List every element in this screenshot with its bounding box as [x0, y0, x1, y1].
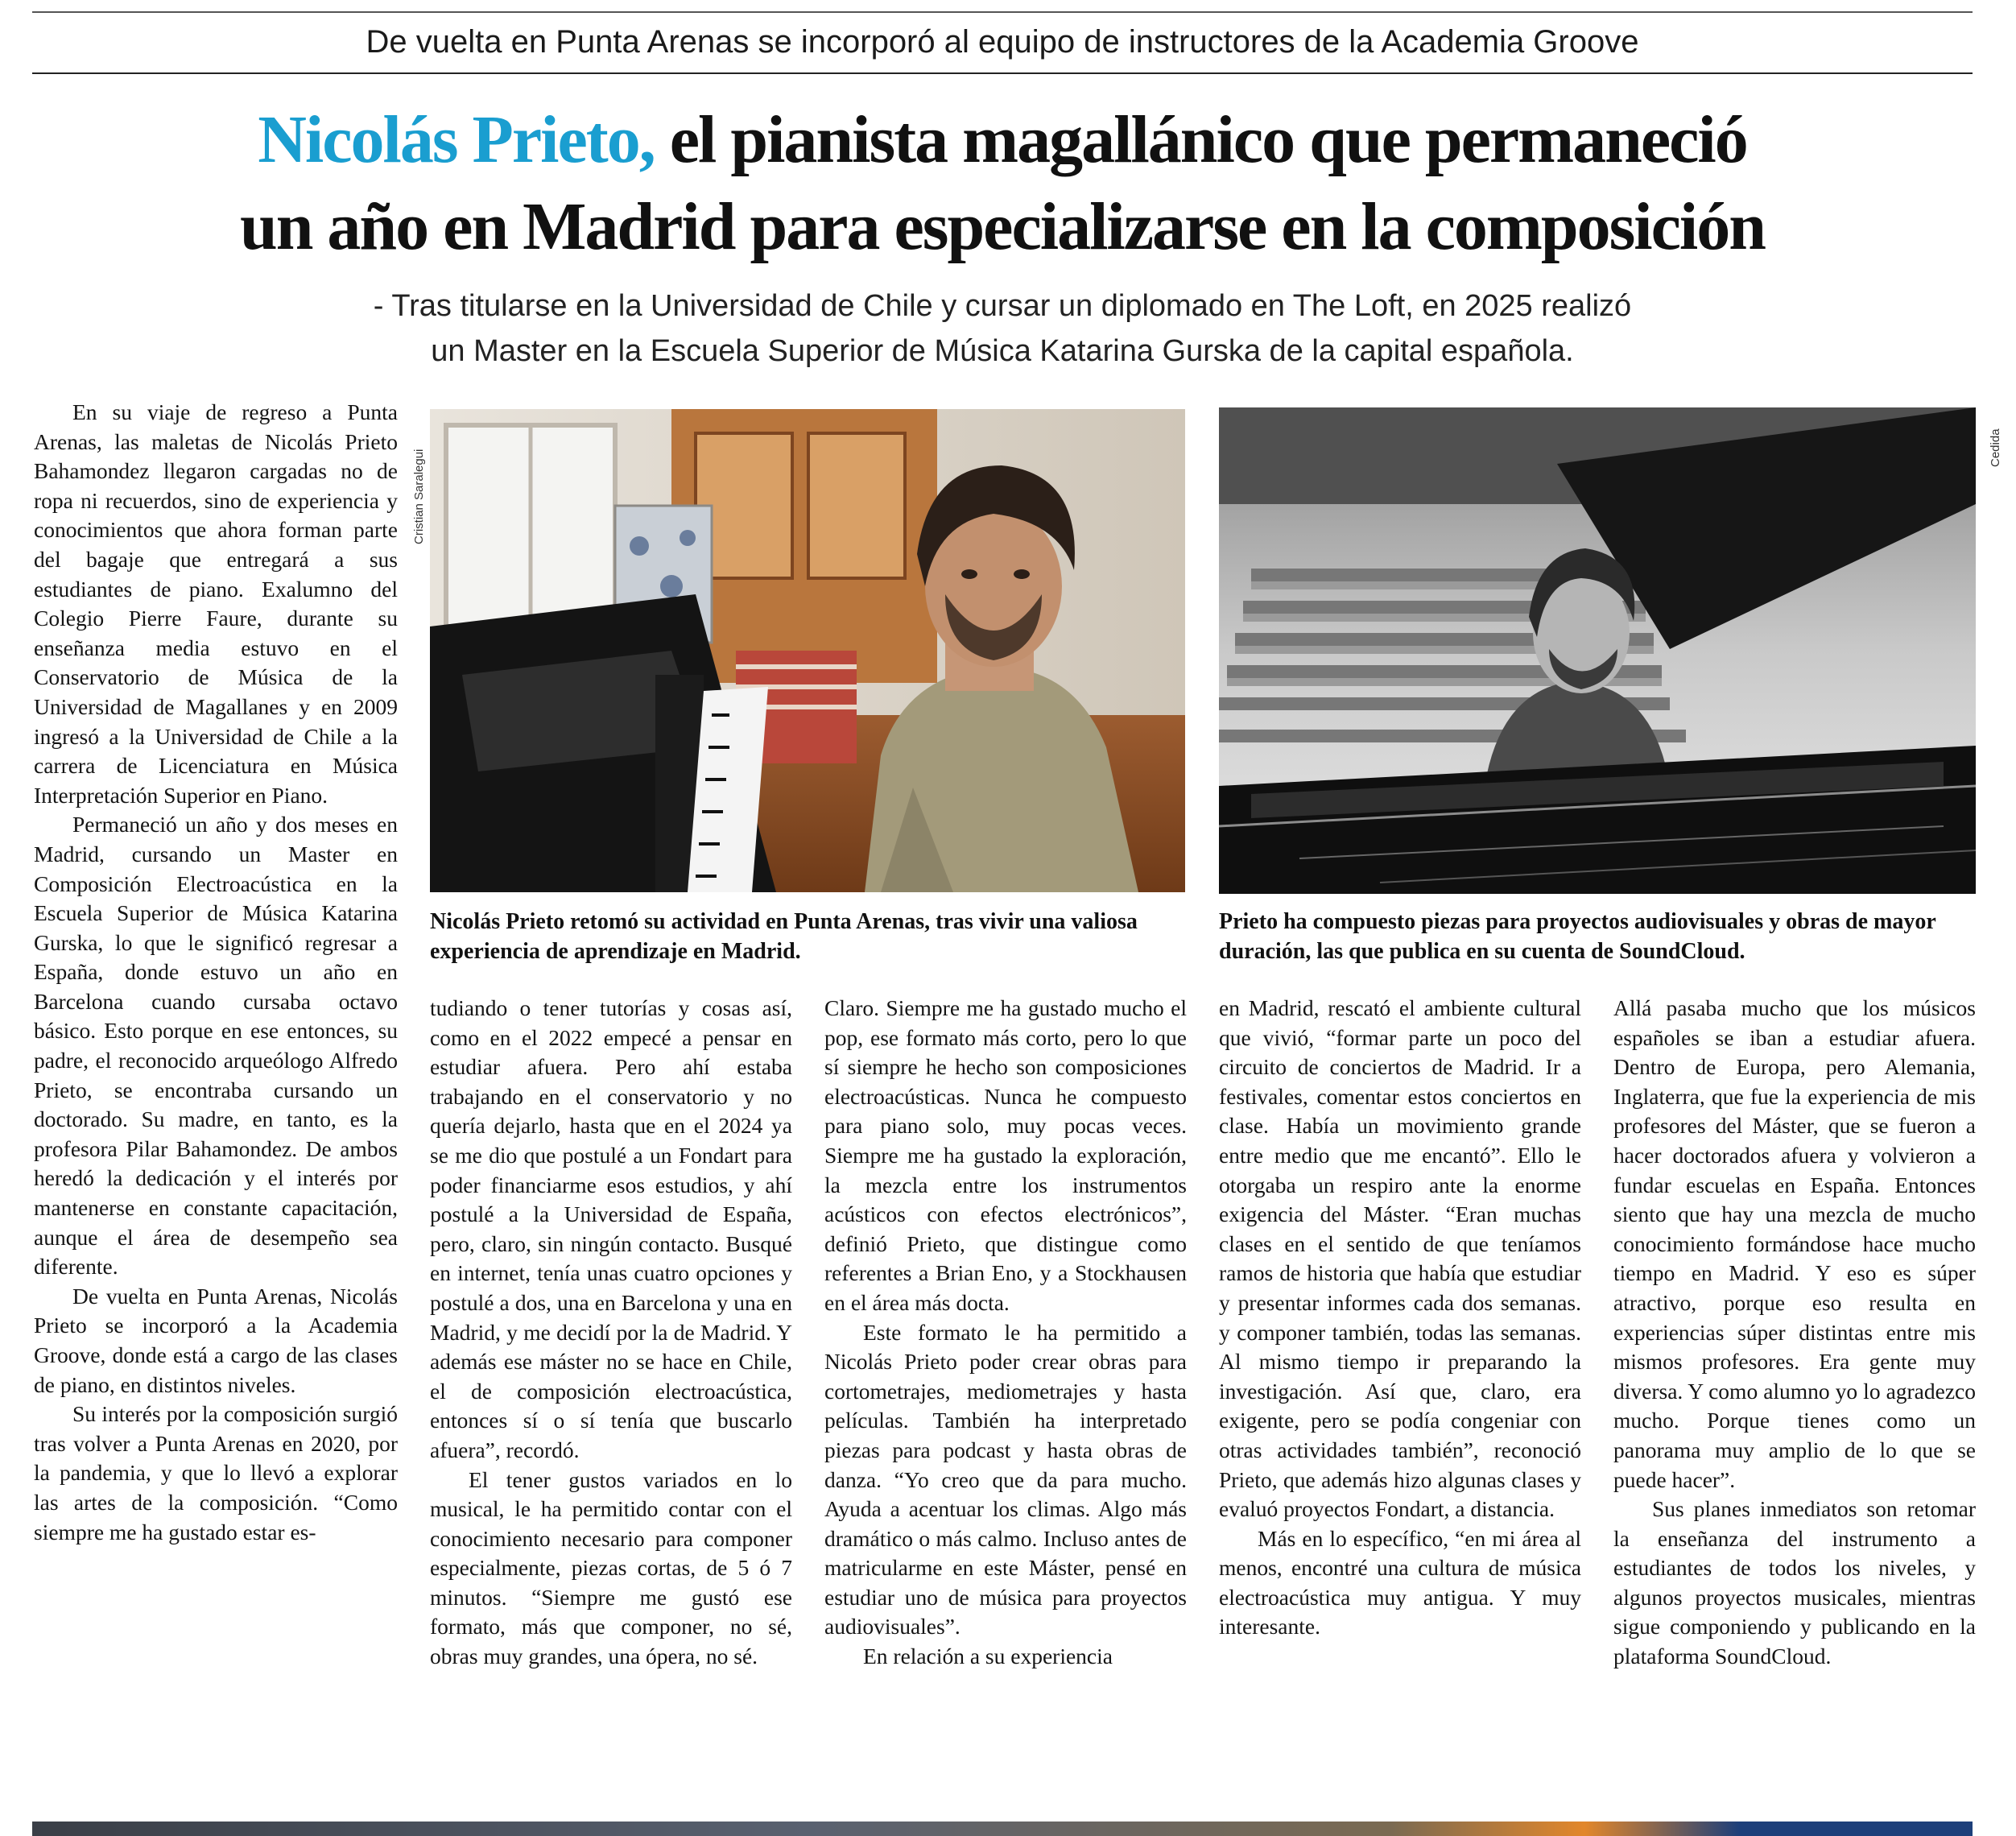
top-rule [32, 11, 1973, 13]
col2-paragraph-2: El tener gustos variados en lo musical, le ha permitido contar con el conocimiento necesario para componer especialmente, piezas cortas, de 5 ó 7 minutos. “Siempre me gustó ese formato, más que componer, no sé, obras muy grandes, una ópera, no sé. [430, 1466, 792, 1669]
headline-highlight: Nicolás Prieto, [258, 102, 655, 177]
article-column-4 [1219, 994, 1581, 1642]
col3-paragraph-3: En relación a su experiencia [863, 1644, 1113, 1669]
article-headline [32, 97, 1973, 271]
subhead-line1: - Tras titularse en la Universidad de Chile y cursar un diplomado en The Loft, en 2025 realizó [373, 289, 1632, 323]
photo-caption-right: Prieto ha compuesto piezas para proyectos audiovisuales y obras de mayor duración, las que publica en su cuenta de SoundCloud. [1219, 909, 1936, 964]
photo-pianist-concert-hall-image [1219, 407, 1976, 894]
col2-paragraph-1: tudiando o tener tutorías y cosas así, como en el 2022 empecé a pensar en estudiar afuera. Pero ahí estaba trabajando en el conservatorio y no quería dejarlo, hasta que en el 2024 ya se me dio que postulé a un Fondart para poder financiarme esos estudios, y ahí postulé a la Universidad de España, pero, claro, sin ningún contacto. Busqué en internet, tenía unas cuatro opciones y postulé a dos, una en Barcelona y una en Madrid, y me decidí por la de Madrid. Y además ese máster no se hace en Chile, el de composición electroacústica, entonces sí o sí tenía que buscarlo afuera”, recordó. [430, 995, 792, 1462]
col1-paragraph-2: Permaneció un año y dos meses en Madrid, cursando un Master en Composición Electroacústica en la Escuela Superior de Música Katarina Gurska, lo que le significó regresar a España, donde estuvo un año en Barcelona cuando cursaba octavo básico. Esto porque en ese entonces, su padre, el reconocido arqueólogo Alfredo Prieto, se encontraba cursando un doctorado. Su madre, en tanto, es la profesora Pilar Bahamondez. De ambos heredó la dedicación y el interés por mantenerse en constante capacitación, aunque el área de desempeño sea diferente. [34, 812, 398, 1280]
headline-line1: el pianista magallánico que permaneció [654, 102, 1747, 177]
subhead-line2: un Master en la Escuela Superior de Música Katarina Gurska de la capital española. [431, 334, 1574, 368]
col1-paragraph-3: De vuelta en Punta Arenas, Nicolás Prieto se incorporó a la Academia Groove, donde está a cargo de las clases de piano, en distintos niveles. [34, 1283, 398, 1397]
photo-credit-left: Cristian Saralegui [412, 449, 426, 544]
photo-credit-right: Cedida [1989, 428, 2002, 467]
photo-pianist-home-image [430, 409, 1185, 892]
col3-paragraph-1: Claro. Siempre me ha gustado mucho el pop, ese formato más corto, pero lo que sí siempre he hecho son composiciones electroacústicas. Nunca he compuesto para piano solo, muy pocas veces. Siempre me ha gustado la exploración, la mezcla entre los instrumentos acústicos con efectos electrónicos”, definió Prieto, que distingue como referentes a Brian Eno, y a Stockhausen en el área más docta. [824, 995, 1187, 1315]
headline-line2: un año en Madrid para especializarse en la composición [240, 189, 1765, 264]
article-column-5 [1613, 994, 1976, 1672]
photo-pianist-concert-hall [1219, 407, 1976, 894]
kicker-rule [32, 72, 1973, 74]
photo-pianist-home [430, 409, 1185, 892]
col1-paragraph-1: En su viaje de regreso a Punta Arenas, las maletas de Nicolás Prieto Bahamondez llegaron cargadas no de ropa ni recuerdos, sino de experiencia y conocimientos que ahora forman parte del bagaje que entregará a sus estudiantes de piano. Exalumno del Colegio Pierre Faure, durante su enseñanza media estuvo en el Conservatorio de Música de la Universidad de Magallanes y en 2009 ingresó a la Universidad de Chile a la carrera de Licenciatura en Música Interpretación Superior en Piano. [34, 399, 398, 808]
col4-paragraph-1: en Madrid, rescató el ambiente cultural que vivió, “formar parte un poco del circuito de conciertos de Madrid. Ir a festivales, comentar estos conciertos en clase. Había un movimiento grande entre medio que me encantó”. Ello le otorgaba un respiro ante la enorme exigencia del Máster. “Eran muchas clases en el sentido de que teníamos ramos de historia que había que estudiar y presentar informes cada dos semanas. y componer también, todas las semanas. Al mismo tiempo ir preparando la investigación. Así que, claro, era exigente, pero se podía congeniar con otras actividades también”, reconoció Prieto, que además hizo algunas clases y evaluó proyectos Fondart, a distancia. [1219, 995, 1581, 1522]
photo-caption-left: Nicolás Prieto retomó su actividad en Punta Arenas, tras vivir una valiosa experiencia de aprendizaje en Madrid. [430, 909, 1138, 964]
article-kicker: De vuelta en Punta Arenas se incorporó al equipo de instructores de la Academia Groove [366, 24, 1639, 60]
article-column-2 [430, 994, 792, 1672]
col4-paragraph-2: Más en lo específico, “en mi área al menos, encontré una cultura de música electroacústica muy antigua. Y muy interesante. [1219, 1525, 1581, 1640]
col5-paragraph-2: Sus planes inmediatos son retomar la enseñanza del instrumento a estudiantes de todos los niveles, y algunos proyectos musicales, mientras sigue componiendo y publicando en la plataforma SoundCloud. [1613, 1496, 1976, 1669]
col1-paragraph-4: Su interés por la composición surgió tras volver a Punta Arenas en 2020, por la pandemia, y que lo llevó a explorar las artes de la composición. “Como siempre me ha gustado estar es- [34, 1401, 398, 1544]
article-subhead [242, 283, 1763, 374]
col3-paragraph-2: Este formato le ha permitido a Nicolás Prieto poder crear obras para cortometrajes, mediometrajes y hasta películas. También ha interpretado piezas para podcast y hasta obras de danza. “Yo creo que da para mucho. Ayuda a acentuar los climas. Algo más dramático o más calmo. Incluso antes de matricularme en este Máster, pensé en estudiar uno de música para proyectos audiovisuales”. [824, 1319, 1187, 1640]
article-column-1 [34, 398, 398, 1547]
bottom-ad-strip [32, 1822, 1973, 1836]
col5-paragraph-1: Allá pasaba mucho que los músicos españoles se iban a estudiar afuera. Dentro de Europa, pero Alemania, Inglaterra, que fue la experiencia de mis profesores del Máster, que se fueron a hacer doctorados afuera y volvieron a fundar escuelas en España. Entonces siento que hay una mezcla de mucho conocimiento formándose hace mucho tiempo en Madrid. Y eso es súper atractivo, porque eso resulta en experiencias súper distintas entre mis mismos profesores. Era gente muy diversa. Y como alumno yo lo agradezco mucho. Porque tienes como un panorama muy amplio de lo que se puede hacer”. [1613, 995, 1976, 1492]
article-column-3 [824, 994, 1187, 1672]
